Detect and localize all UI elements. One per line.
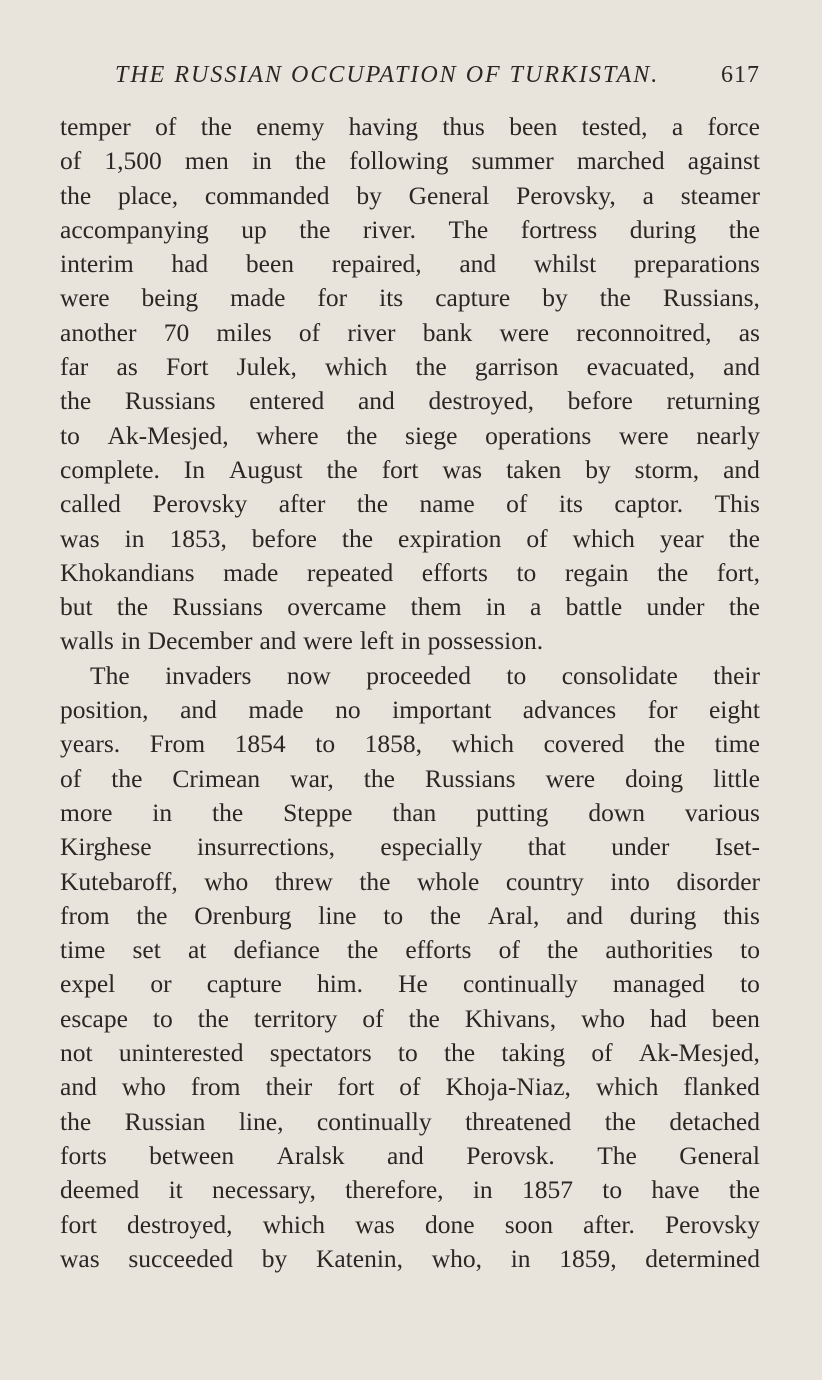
paragraph bbox=[60, 659, 760, 1276]
text-line: more in the Steppe than putting down various bbox=[60, 797, 760, 827]
text-line: time set at defiance the efforts of the authorities to bbox=[60, 935, 760, 965]
text-line: accompanying up the river. The fortress during the bbox=[60, 214, 760, 244]
running-title: THE RUSSIAN OCCUPATION OF TURKISTAN. bbox=[115, 62, 660, 88]
text-line: fort destroyed, which was done soon after. Perovsky bbox=[60, 1209, 760, 1239]
text-line: of 1,500 men in the following summer marched against bbox=[60, 146, 760, 176]
text-line: Kirghese insurrections, especially that under Iset- bbox=[60, 832, 760, 862]
page-number: 617 bbox=[721, 62, 760, 88]
text-line: of the Crimean war, the Russians were doing little bbox=[60, 763, 760, 793]
paragraph bbox=[60, 110, 760, 659]
body-text bbox=[60, 110, 760, 1276]
text-line: expel or capture him. He continually managed to bbox=[60, 969, 760, 999]
text-line: position, and made no important advances for eight bbox=[60, 695, 760, 725]
text-line: not uninterested spectators to the taking of Ak-Mesjed, bbox=[60, 1038, 760, 1068]
text-line: Khokandians made repeated efforts to regain the fort, bbox=[60, 557, 760, 587]
running-header bbox=[60, 62, 760, 94]
text-line: walls in December and were left in possession. bbox=[60, 626, 544, 656]
text-line: the Russians entered and destroyed, before returning bbox=[60, 386, 760, 416]
text-line: temper of the enemy having thus been tested, a force bbox=[60, 112, 760, 141]
text-line: from the Orenburg line to the Aral, and during this bbox=[60, 900, 760, 930]
text-line: deemed it necessary, therefore, in 1857 to have the bbox=[60, 1175, 760, 1205]
text-line: was succeeded by Katenin, who, in 1859, determined bbox=[60, 1243, 760, 1273]
text-line: another 70 miles of river bank were reconnoitred, as bbox=[60, 317, 760, 347]
text-line: interim had been repaired, and whilst preparations bbox=[60, 249, 760, 279]
text-line: to Ak-Mesjed, where the siege operations were nearly bbox=[60, 420, 760, 450]
text-line: forts between Aralsk and Perovsk. The General bbox=[60, 1140, 760, 1170]
text-line: the place, commanded by General Perovsky, a steamer bbox=[60, 180, 760, 210]
text-line: the Russian line, continually threatened the detached bbox=[60, 1106, 760, 1136]
text-line: The invaders now proceeded to consolidate their bbox=[90, 660, 760, 690]
text-line: Kutebaroff, who threw the whole country into disorder bbox=[60, 866, 760, 896]
text-line: but the Russians overcame them in a battle under the bbox=[60, 592, 760, 622]
text-line: and who from their fort of Khoja-Niaz, which flanked bbox=[60, 1072, 760, 1102]
text-line: far as Fort Julek, which the garrison evacuated, and bbox=[60, 352, 760, 382]
text-line: was in 1853, before the expiration of which year the bbox=[60, 523, 760, 553]
text-line: complete. In August the fort was taken by storm, and bbox=[60, 454, 760, 484]
text-line: called Perovsky after the name of its captor. This bbox=[60, 489, 760, 519]
text-line: years. From 1854 to 1858, which covered the time bbox=[60, 729, 760, 759]
text-line: were being made for its capture by the Russians, bbox=[60, 283, 760, 313]
text-line: escape to the territory of the Khivans, who had been bbox=[60, 1003, 760, 1033]
